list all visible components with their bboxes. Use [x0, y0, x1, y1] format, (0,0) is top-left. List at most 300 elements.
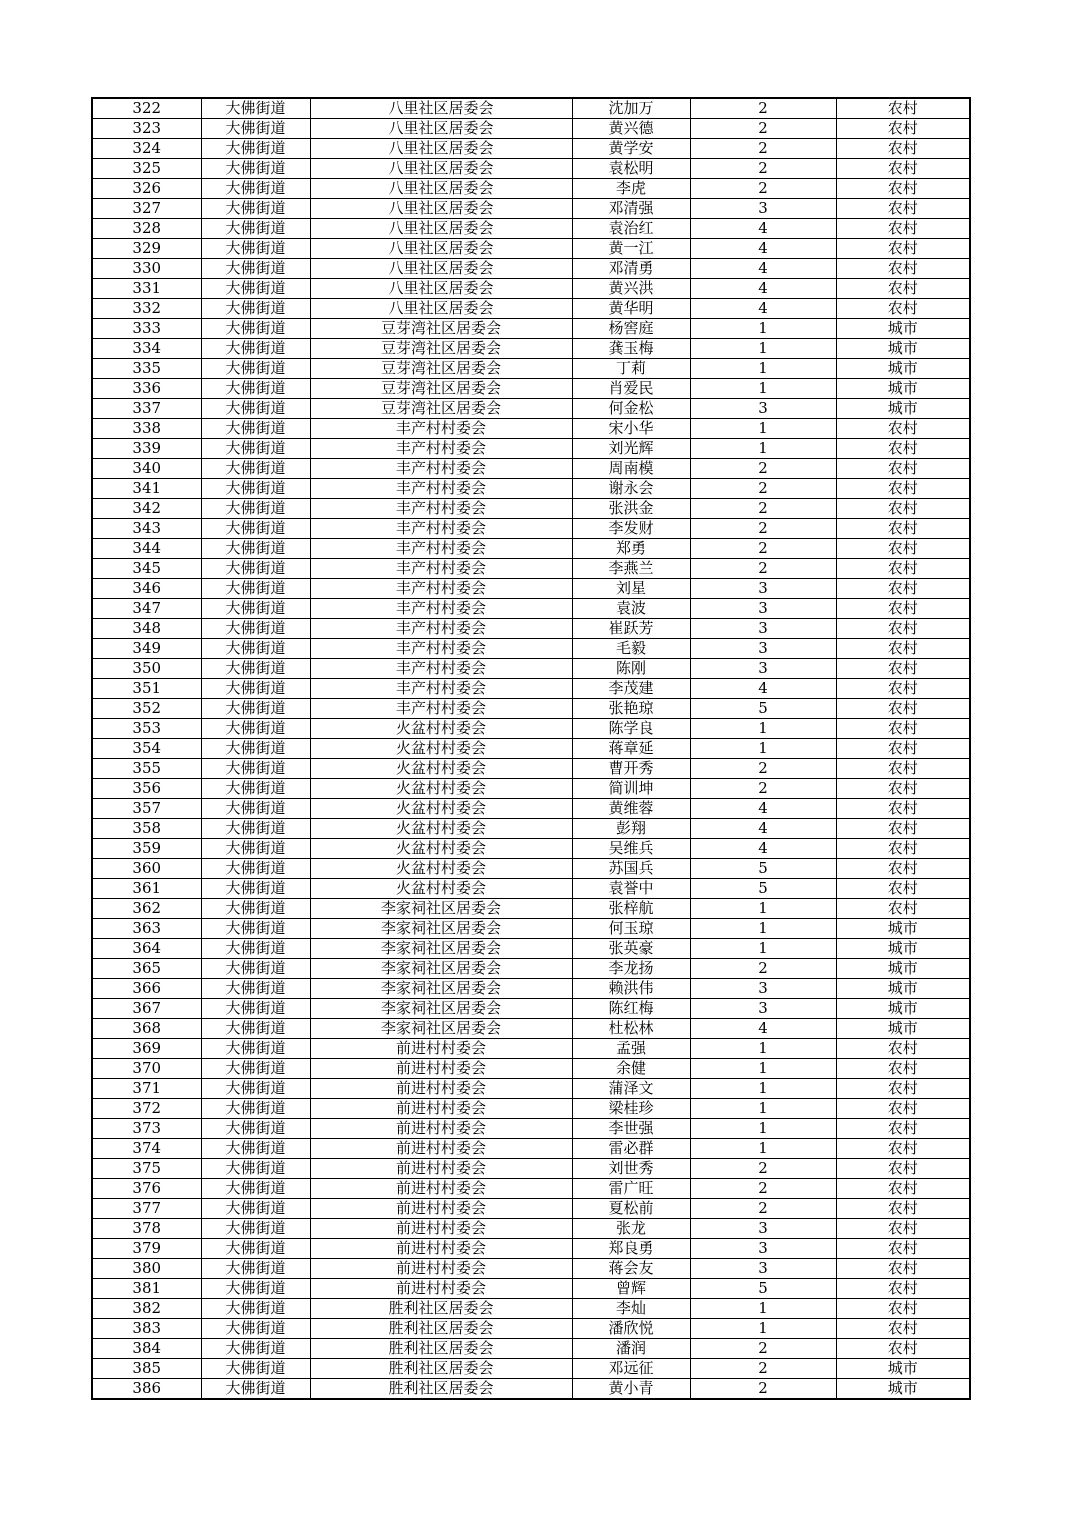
- count-cell: 1: [690, 359, 836, 379]
- count-cell: 3: [690, 1259, 836, 1279]
- street-cell: 大佛街道: [201, 1219, 310, 1239]
- person-name-cell: 袁誉中: [572, 879, 690, 899]
- street-cell: 大佛街道: [201, 739, 310, 759]
- person-name-cell: 袁治红: [572, 219, 690, 239]
- street-cell: 大佛街道: [201, 999, 310, 1019]
- table-row: [92, 1139, 970, 1159]
- committee-cell: 李家祠社区居委会: [310, 1019, 572, 1039]
- area-type-cell: 农村: [836, 579, 970, 599]
- count-cell: 2: [690, 1359, 836, 1379]
- committee-cell: 豆芽湾社区居委会: [310, 339, 572, 359]
- committee-cell: 胜利社区居委会: [310, 1339, 572, 1359]
- count-cell: 4: [690, 839, 836, 859]
- table-row: [92, 1219, 970, 1239]
- person-name-cell: 李虎: [572, 179, 690, 199]
- count-cell: 1: [690, 419, 836, 439]
- table-row: [92, 1119, 970, 1139]
- row-number-cell: 330: [92, 259, 201, 279]
- person-name-cell: 潘欣悦: [572, 1319, 690, 1339]
- area-type-cell: 农村: [836, 1079, 970, 1099]
- committee-cell: 前进村村委会: [310, 1119, 572, 1139]
- person-name-cell: 陈红梅: [572, 999, 690, 1019]
- committee-cell: 丰产村村委会: [310, 639, 572, 659]
- count-cell: 4: [690, 219, 836, 239]
- committee-cell: 前进村村委会: [310, 1079, 572, 1099]
- committee-cell: 豆芽湾社区居委会: [310, 399, 572, 419]
- row-number-cell: 351: [92, 679, 201, 699]
- committee-cell: 豆芽湾社区居委会: [310, 379, 572, 399]
- count-cell: 2: [690, 779, 836, 799]
- committee-cell: 丰产村村委会: [310, 579, 572, 599]
- table-row: [92, 399, 970, 419]
- count-cell: 2: [690, 1379, 836, 1400]
- committee-cell: 八里社区居委会: [310, 199, 572, 219]
- area-type-cell: 农村: [836, 1059, 970, 1079]
- street-cell: 大佛街道: [201, 699, 310, 719]
- row-number-cell: 336: [92, 379, 201, 399]
- area-type-cell: 农村: [836, 1219, 970, 1239]
- person-name-cell: 张洪金: [572, 499, 690, 519]
- person-name-cell: 张艳琼: [572, 699, 690, 719]
- row-number-cell: 376: [92, 1179, 201, 1199]
- person-name-cell: 郑勇: [572, 539, 690, 559]
- area-type-cell: 城市: [836, 919, 970, 939]
- street-cell: 大佛街道: [201, 199, 310, 219]
- row-number-cell: 369: [92, 1039, 201, 1059]
- street-cell: 大佛街道: [201, 1119, 310, 1139]
- area-type-cell: 农村: [836, 1199, 970, 1219]
- count-cell: 2: [690, 159, 836, 179]
- row-number-cell: 384: [92, 1339, 201, 1359]
- street-cell: 大佛街道: [201, 179, 310, 199]
- table-row: [92, 239, 970, 259]
- row-number-cell: 361: [92, 879, 201, 899]
- person-name-cell: 吴维兵: [572, 839, 690, 859]
- count-cell: 1: [690, 1059, 836, 1079]
- area-type-cell: 城市: [836, 399, 970, 419]
- table-row: [92, 459, 970, 479]
- row-number-cell: 381: [92, 1279, 201, 1299]
- street-cell: 大佛街道: [201, 839, 310, 859]
- area-type-cell: 农村: [836, 199, 970, 219]
- table-row: [92, 939, 970, 959]
- committee-cell: 火盆村村委会: [310, 839, 572, 859]
- committee-cell: 丰产村村委会: [310, 519, 572, 539]
- table-row: [92, 1059, 970, 1079]
- row-number-cell: 335: [92, 359, 201, 379]
- person-name-cell: 蒋章延: [572, 739, 690, 759]
- row-number-cell: 331: [92, 279, 201, 299]
- person-name-cell: 李燕兰: [572, 559, 690, 579]
- table-row: [92, 279, 970, 299]
- person-name-cell: 蒲泽文: [572, 1079, 690, 1099]
- row-number-cell: 332: [92, 299, 201, 319]
- person-name-cell: 夏松前: [572, 1199, 690, 1219]
- table-row: [92, 1299, 970, 1319]
- count-cell: 1: [690, 1139, 836, 1159]
- area-type-cell: 农村: [836, 1319, 970, 1339]
- committee-cell: 胜利社区居委会: [310, 1299, 572, 1319]
- row-number-cell: 379: [92, 1239, 201, 1259]
- street-cell: 大佛街道: [201, 599, 310, 619]
- table-row: [92, 899, 970, 919]
- table-row: [92, 219, 970, 239]
- table-row: [92, 359, 970, 379]
- area-type-cell: 农村: [836, 1299, 970, 1319]
- street-cell: 大佛街道: [201, 619, 310, 639]
- area-type-cell: 农村: [836, 299, 970, 319]
- person-name-cell: 刘星: [572, 579, 690, 599]
- area-type-cell: 农村: [836, 1119, 970, 1139]
- street-cell: 大佛街道: [201, 1259, 310, 1279]
- table-row: [92, 1039, 970, 1059]
- street-cell: 大佛街道: [201, 1059, 310, 1079]
- area-type-cell: 农村: [836, 1039, 970, 1059]
- street-cell: 大佛街道: [201, 419, 310, 439]
- row-number-cell: 378: [92, 1219, 201, 1239]
- person-name-cell: 邓清强: [572, 199, 690, 219]
- person-name-cell: 谢永会: [572, 479, 690, 499]
- count-cell: 4: [690, 1019, 836, 1039]
- committee-cell: 丰产村村委会: [310, 459, 572, 479]
- person-name-cell: 蒋会友: [572, 1259, 690, 1279]
- person-name-cell: 潘润: [572, 1339, 690, 1359]
- data-table: [91, 97, 971, 1400]
- count-cell: 3: [690, 659, 836, 679]
- person-name-cell: 袁波: [572, 599, 690, 619]
- committee-cell: 丰产村村委会: [310, 419, 572, 439]
- committee-cell: 火盆村村委会: [310, 859, 572, 879]
- area-type-cell: 农村: [836, 519, 970, 539]
- person-name-cell: 周南模: [572, 459, 690, 479]
- person-name-cell: 黄小青: [572, 1379, 690, 1400]
- table-row: [92, 379, 970, 399]
- area-type-cell: 农村: [836, 159, 970, 179]
- committee-cell: 前进村村委会: [310, 1099, 572, 1119]
- street-cell: 大佛街道: [201, 639, 310, 659]
- row-number-cell: 339: [92, 439, 201, 459]
- committee-cell: 火盆村村委会: [310, 759, 572, 779]
- table-row: [92, 419, 970, 439]
- table-row: [92, 439, 970, 459]
- street-cell: 大佛街道: [201, 779, 310, 799]
- committee-cell: 李家祠社区居委会: [310, 919, 572, 939]
- committee-cell: 丰产村村委会: [310, 619, 572, 639]
- committee-cell: 前进村村委会: [310, 1219, 572, 1239]
- area-type-cell: 农村: [836, 779, 970, 799]
- table-row: [92, 759, 970, 779]
- area-type-cell: 农村: [836, 1239, 970, 1259]
- row-number-cell: 373: [92, 1119, 201, 1139]
- person-name-cell: 郑良勇: [572, 1239, 690, 1259]
- street-cell: 大佛街道: [201, 859, 310, 879]
- person-name-cell: 雷广旺: [572, 1179, 690, 1199]
- area-type-cell: 农村: [836, 139, 970, 159]
- person-name-cell: 李灿: [572, 1299, 690, 1319]
- row-number-cell: 374: [92, 1139, 201, 1159]
- area-type-cell: 农村: [836, 98, 970, 119]
- area-type-cell: 城市: [836, 339, 970, 359]
- area-type-cell: 农村: [836, 619, 970, 639]
- row-number-cell: 356: [92, 779, 201, 799]
- area-type-cell: 农村: [836, 179, 970, 199]
- count-cell: 1: [690, 919, 836, 939]
- count-cell: 3: [690, 199, 836, 219]
- street-cell: 大佛街道: [201, 1139, 310, 1159]
- street-cell: 大佛街道: [201, 1039, 310, 1059]
- person-name-cell: 肖爱民: [572, 379, 690, 399]
- committee-cell: 八里社区居委会: [310, 219, 572, 239]
- row-number-cell: 382: [92, 1299, 201, 1319]
- committee-cell: 胜利社区居委会: [310, 1359, 572, 1379]
- count-cell: 3: [690, 979, 836, 999]
- area-type-cell: 农村: [836, 479, 970, 499]
- committee-cell: 八里社区居委会: [310, 279, 572, 299]
- count-cell: 5: [690, 1279, 836, 1299]
- committee-cell: 丰产村村委会: [310, 539, 572, 559]
- street-cell: 大佛街道: [201, 1099, 310, 1119]
- street-cell: 大佛街道: [201, 1159, 310, 1179]
- area-type-cell: 农村: [836, 679, 970, 699]
- committee-cell: 八里社区居委会: [310, 119, 572, 139]
- row-number-cell: 328: [92, 219, 201, 239]
- table-row: [92, 539, 970, 559]
- person-name-cell: 曹开秀: [572, 759, 690, 779]
- person-name-cell: 黄维蓉: [572, 799, 690, 819]
- area-type-cell: 农村: [836, 439, 970, 459]
- person-name-cell: 何玉琼: [572, 919, 690, 939]
- row-number-cell: 327: [92, 199, 201, 219]
- area-type-cell: 农村: [836, 1279, 970, 1299]
- row-number-cell: 365: [92, 959, 201, 979]
- row-number-cell: 349: [92, 639, 201, 659]
- committee-cell: 八里社区居委会: [310, 139, 572, 159]
- committee-cell: 丰产村村委会: [310, 659, 572, 679]
- area-type-cell: 城市: [836, 939, 970, 959]
- area-type-cell: 城市: [836, 1019, 970, 1039]
- table-row: [92, 159, 970, 179]
- count-cell: 4: [690, 679, 836, 699]
- area-type-cell: 城市: [836, 1379, 970, 1400]
- street-cell: 大佛街道: [201, 1179, 310, 1199]
- table-row: [92, 779, 970, 799]
- count-cell: 3: [690, 599, 836, 619]
- area-type-cell: 农村: [836, 419, 970, 439]
- count-cell: 2: [690, 1179, 836, 1199]
- table-row: [92, 299, 970, 319]
- row-number-cell: 377: [92, 1199, 201, 1219]
- row-number-cell: 375: [92, 1159, 201, 1179]
- area-type-cell: 城市: [836, 1359, 970, 1379]
- committee-cell: 前进村村委会: [310, 1259, 572, 1279]
- street-cell: 大佛街道: [201, 239, 310, 259]
- table-row: [92, 1339, 970, 1359]
- committee-cell: 丰产村村委会: [310, 699, 572, 719]
- person-name-cell: 简训坤: [572, 779, 690, 799]
- person-name-cell: 彭翔: [572, 819, 690, 839]
- count-cell: 1: [690, 899, 836, 919]
- table-body: [92, 98, 970, 1399]
- area-type-cell: 农村: [836, 119, 970, 139]
- count-cell: 5: [690, 879, 836, 899]
- street-cell: 大佛街道: [201, 1019, 310, 1039]
- area-type-cell: 农村: [836, 639, 970, 659]
- area-type-cell: 农村: [836, 839, 970, 859]
- committee-cell: 前进村村委会: [310, 1179, 572, 1199]
- committee-cell: 前进村村委会: [310, 1199, 572, 1219]
- count-cell: 5: [690, 859, 836, 879]
- street-cell: 大佛街道: [201, 499, 310, 519]
- street-cell: 大佛街道: [201, 299, 310, 319]
- count-cell: 3: [690, 579, 836, 599]
- row-number-cell: 325: [92, 159, 201, 179]
- person-name-cell: 李龙扬: [572, 959, 690, 979]
- area-type-cell: 城市: [836, 999, 970, 1019]
- person-name-cell: 邓远征: [572, 1359, 690, 1379]
- table-row: [92, 499, 970, 519]
- committee-cell: 丰产村村委会: [310, 499, 572, 519]
- area-type-cell: 农村: [836, 259, 970, 279]
- area-type-cell: 农村: [836, 699, 970, 719]
- area-type-cell: 城市: [836, 379, 970, 399]
- table-row: [92, 139, 970, 159]
- committee-cell: 胜利社区居委会: [310, 1319, 572, 1339]
- street-cell: 大佛街道: [201, 1079, 310, 1099]
- count-cell: 1: [690, 739, 836, 759]
- row-number-cell: 338: [92, 419, 201, 439]
- table-row: [92, 1159, 970, 1179]
- committee-cell: 豆芽湾社区居委会: [310, 319, 572, 339]
- person-name-cell: 黄华明: [572, 299, 690, 319]
- person-name-cell: 黄学安: [572, 139, 690, 159]
- count-cell: 1: [690, 719, 836, 739]
- count-cell: 2: [690, 1159, 836, 1179]
- street-cell: 大佛街道: [201, 1299, 310, 1319]
- person-name-cell: 雷必群: [572, 1139, 690, 1159]
- area-type-cell: 农村: [836, 899, 970, 919]
- row-number-cell: 385: [92, 1359, 201, 1379]
- street-cell: 大佛街道: [201, 759, 310, 779]
- street-cell: 大佛街道: [201, 399, 310, 419]
- street-cell: 大佛街道: [201, 139, 310, 159]
- count-cell: 4: [690, 239, 836, 259]
- table-row: [92, 1359, 970, 1379]
- count-cell: 1: [690, 1039, 836, 1059]
- count-cell: 2: [690, 559, 836, 579]
- person-name-cell: 袁松明: [572, 159, 690, 179]
- row-number-cell: 366: [92, 979, 201, 999]
- area-type-cell: 农村: [836, 719, 970, 739]
- person-name-cell: 毛毅: [572, 639, 690, 659]
- person-name-cell: 何金松: [572, 399, 690, 419]
- person-name-cell: 孟强: [572, 1039, 690, 1059]
- row-number-cell: 344: [92, 539, 201, 559]
- area-type-cell: 农村: [836, 1159, 970, 1179]
- area-type-cell: 农村: [836, 1099, 970, 1119]
- street-cell: 大佛街道: [201, 479, 310, 499]
- committee-cell: 八里社区居委会: [310, 98, 572, 119]
- committee-cell: 火盆村村委会: [310, 799, 572, 819]
- row-number-cell: 345: [92, 559, 201, 579]
- table-row: [92, 259, 970, 279]
- table-row: [92, 999, 970, 1019]
- row-number-cell: 386: [92, 1379, 201, 1400]
- table-row: [92, 819, 970, 839]
- street-cell: 大佛街道: [201, 259, 310, 279]
- table-row: [92, 719, 970, 739]
- person-name-cell: 陈学良: [572, 719, 690, 739]
- row-number-cell: 326: [92, 179, 201, 199]
- committee-cell: 前进村村委会: [310, 1239, 572, 1259]
- area-type-cell: 城市: [836, 359, 970, 379]
- count-cell: 1: [690, 319, 836, 339]
- count-cell: 2: [690, 459, 836, 479]
- count-cell: 1: [690, 379, 836, 399]
- area-type-cell: 农村: [836, 799, 970, 819]
- committee-cell: 李家祠社区居委会: [310, 979, 572, 999]
- committee-cell: 火盆村村委会: [310, 879, 572, 899]
- street-cell: 大佛街道: [201, 1239, 310, 1259]
- table-row: [92, 1319, 970, 1339]
- committee-cell: 前进村村委会: [310, 1059, 572, 1079]
- count-cell: 4: [690, 819, 836, 839]
- table-row: [92, 879, 970, 899]
- row-number-cell: 323: [92, 119, 201, 139]
- street-cell: 大佛街道: [201, 939, 310, 959]
- street-cell: 大佛街道: [201, 919, 310, 939]
- person-name-cell: 梁桂珍: [572, 1099, 690, 1119]
- committee-cell: 丰产村村委会: [310, 439, 572, 459]
- area-type-cell: 城市: [836, 979, 970, 999]
- committee-cell: 李家祠社区居委会: [310, 999, 572, 1019]
- street-cell: 大佛街道: [201, 159, 310, 179]
- person-name-cell: 张龙: [572, 1219, 690, 1239]
- street-cell: 大佛街道: [201, 279, 310, 299]
- table-row: [92, 699, 970, 719]
- table-row: [92, 1019, 970, 1039]
- row-number-cell: 341: [92, 479, 201, 499]
- person-name-cell: 杨窖庭: [572, 319, 690, 339]
- count-cell: 2: [690, 539, 836, 559]
- person-name-cell: 沈加万: [572, 98, 690, 119]
- street-cell: 大佛街道: [201, 98, 310, 119]
- row-number-cell: 342: [92, 499, 201, 519]
- person-name-cell: 李茂建: [572, 679, 690, 699]
- row-number-cell: 355: [92, 759, 201, 779]
- committee-cell: 火盆村村委会: [310, 739, 572, 759]
- row-number-cell: 363: [92, 919, 201, 939]
- person-name-cell: 龚玉梅: [572, 339, 690, 359]
- count-cell: 3: [690, 619, 836, 639]
- person-name-cell: 赖洪伟: [572, 979, 690, 999]
- street-cell: 大佛街道: [201, 539, 310, 559]
- person-name-cell: 陈刚: [572, 659, 690, 679]
- committee-cell: 前进村村委会: [310, 1039, 572, 1059]
- row-number-cell: 337: [92, 399, 201, 419]
- area-type-cell: 农村: [836, 459, 970, 479]
- row-number-cell: 357: [92, 799, 201, 819]
- committee-cell: 丰产村村委会: [310, 599, 572, 619]
- row-number-cell: 372: [92, 1099, 201, 1119]
- row-number-cell: 354: [92, 739, 201, 759]
- table-row: [92, 1279, 970, 1299]
- count-cell: 2: [690, 519, 836, 539]
- count-cell: 5: [690, 699, 836, 719]
- table-row: [92, 1179, 970, 1199]
- table-row: [92, 979, 970, 999]
- count-cell: 2: [690, 1199, 836, 1219]
- count-cell: 2: [690, 179, 836, 199]
